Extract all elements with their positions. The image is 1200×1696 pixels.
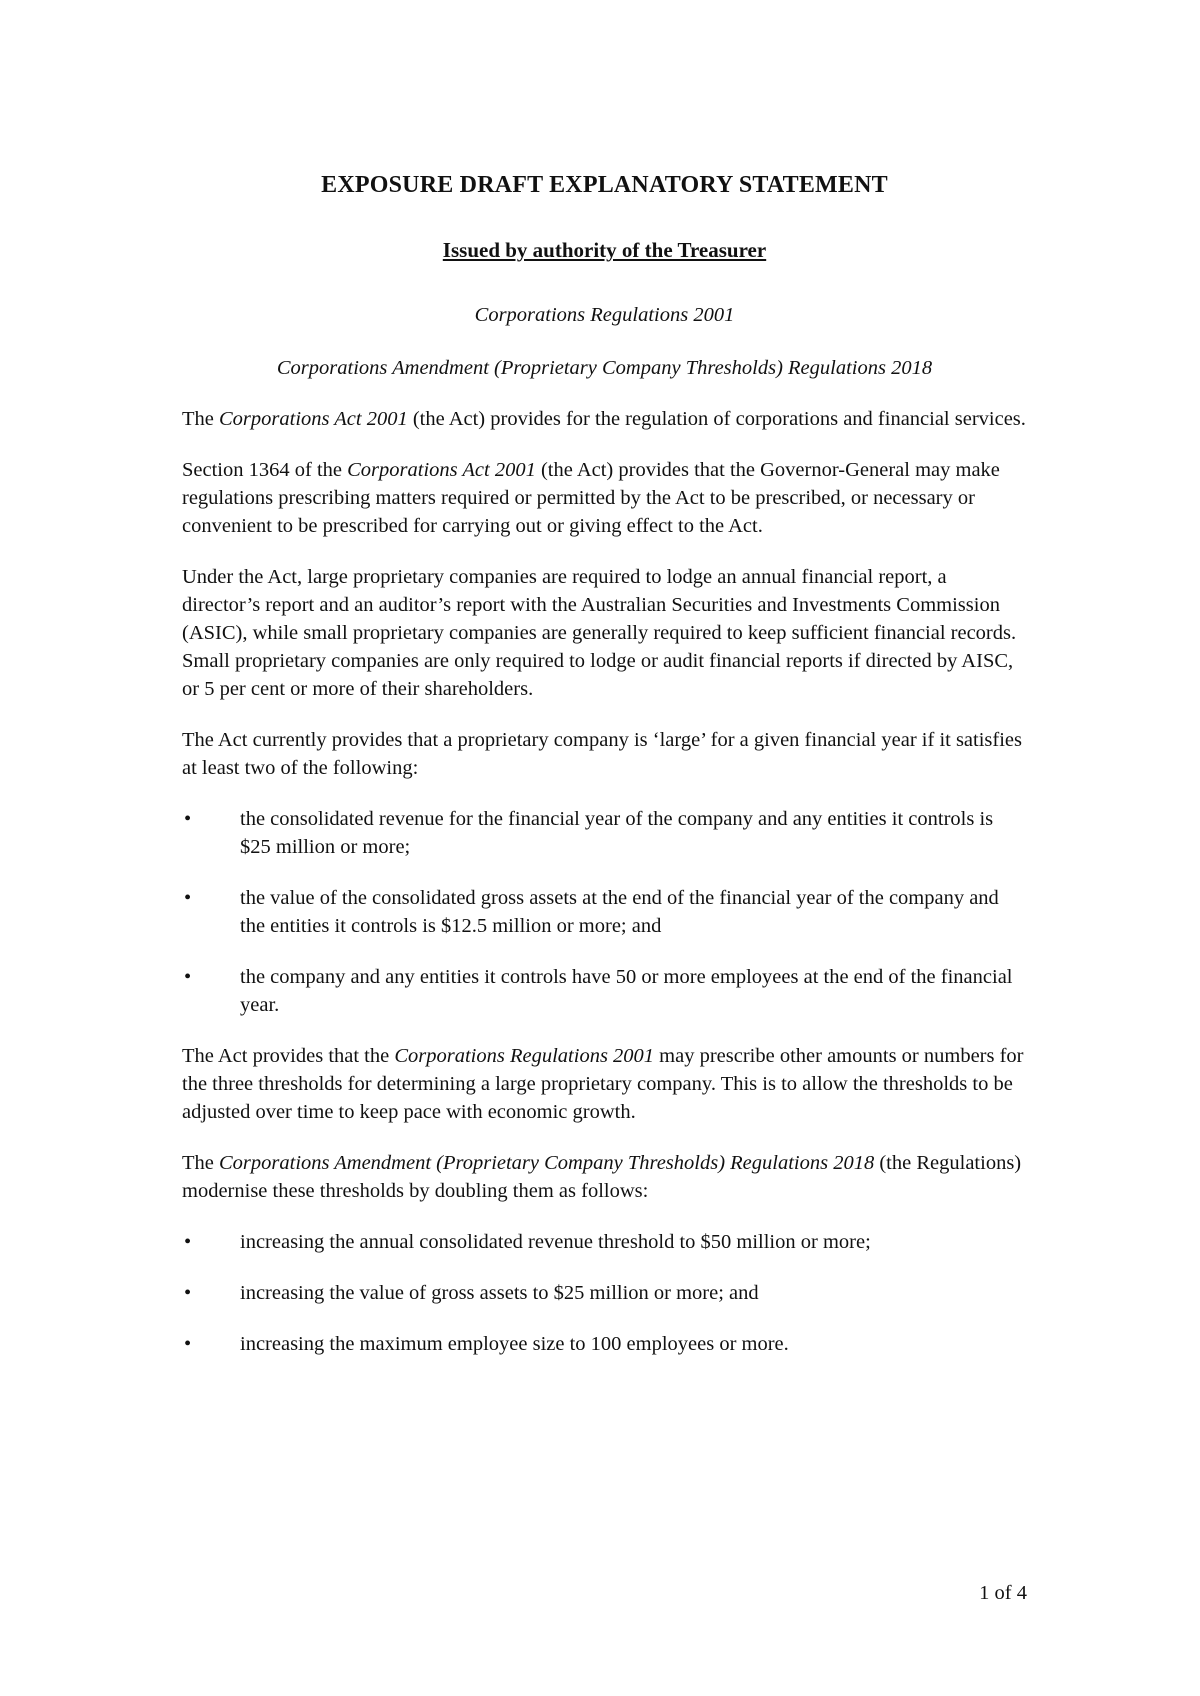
- list-item-text: the company and any entities it controls have 50 or more employees at the end of the financial year.: [240, 966, 1013, 1016]
- principal-regulation-name: Corporations Regulations 2001: [474, 304, 735, 326]
- paragraph-act-purpose: [182, 405, 1027, 433]
- authority-line: Issued by authority of the Treasurer: [442, 238, 767, 262]
- paragraph-modernise-thresholds: [182, 1149, 1027, 1205]
- paragraph-text: (the Regulations) modernise these thresholds by doubling them as follows:: [182, 1152, 1022, 1202]
- act-title-italic: Corporations Act 2001: [219, 408, 408, 430]
- list-item-text: the value of the consolidated gross assets at the end of the financial year of the company and the entities it controls is $12.5 million or more; and: [240, 887, 999, 937]
- bullet-icon: •: [184, 1231, 192, 1253]
- list-item: [182, 1279, 1027, 1307]
- current-thresholds-list: [182, 805, 1027, 1019]
- list-item: [182, 884, 1027, 940]
- page-number: 1 of 4: [979, 1582, 1027, 1604]
- document-title: EXPOSURE DRAFT EXPLANATORY STATEMENT: [321, 172, 888, 198]
- list-item: [182, 1228, 1027, 1256]
- document-page: [182, 0, 1027, 1696]
- bullet-icon: •: [184, 1282, 192, 1304]
- paragraph-section-1364: [182, 456, 1027, 540]
- paragraph-text: may prescribe other amounts or numbers for the three thresholds for determining a large proprietary company. This is to allow the thresholds to be adjusted over time to keep pace with economic growth.: [182, 1045, 1024, 1123]
- list-item: [182, 1330, 1027, 1358]
- paragraph-text: (the Act) provides that the Governor-General may make regulations prescribing matters required or permitted by the Act to be prescribed, or necessary or convenient to be prescribed for carrying out or giving effect to the Act.: [182, 459, 1000, 537]
- act-title-italic: Corporations Act 2001: [347, 459, 536, 481]
- bullet-icon: •: [184, 1333, 192, 1355]
- list-item: [182, 963, 1027, 1019]
- bullet-icon: •: [184, 966, 192, 988]
- paragraph-reporting-requirements: Under the Act, large proprietary companies are required to lodge an annual financial report, a director’s report and an auditor’s report with the Australian Securities and Investments Commission (ASIC), while small proprietary companies are generally required to keep sufficient financial records. Small proprietary companies are only required to lodge or audit financial reports if directed by AISC, or 5 per cent or more of their shareholders.: [182, 566, 1017, 700]
- paragraph-text: (the Act) provides for the regulation of corporations and financial services.: [407, 408, 1026, 430]
- paragraph-text: The: [182, 408, 219, 430]
- list-item-text: increasing the annual consolidated revenue threshold to $50 million or more;: [240, 1231, 871, 1253]
- paragraph-large-company-test: The Act currently provides that a proprietary company is ‘large’ for a given financial year if it satisfies at least two of the following:: [182, 729, 1022, 779]
- list-item-text: the consolidated revenue for the financial year of the company and any entities it controls is $25 million or more;: [240, 808, 994, 858]
- paragraph-text: Section 1364 of the: [182, 459, 348, 481]
- list-item: [182, 805, 1027, 861]
- paragraph-text: The Act provides that the: [182, 1045, 395, 1067]
- regulation-title-italic: Corporations Amendment (Proprietary Company Thresholds) Regulations 2018: [219, 1152, 875, 1174]
- bullet-icon: •: [184, 808, 192, 830]
- bullet-icon: •: [184, 887, 192, 909]
- paragraph-prescribe-amounts: [182, 1042, 1027, 1126]
- list-item-text: increasing the maximum employee size to 100 employees or more.: [240, 1333, 789, 1355]
- document-body: [182, 405, 1027, 1381]
- new-thresholds-list: [182, 1228, 1027, 1358]
- paragraph-text: The: [182, 1152, 219, 1174]
- amending-regulation-name: Corporations Amendment (Proprietary Company Thresholds) Regulations 2018: [276, 357, 933, 379]
- list-item-text: increasing the value of gross assets to $25 million or more; and: [240, 1282, 759, 1304]
- regulation-title-italic: Corporations Regulations 2001: [394, 1045, 655, 1067]
